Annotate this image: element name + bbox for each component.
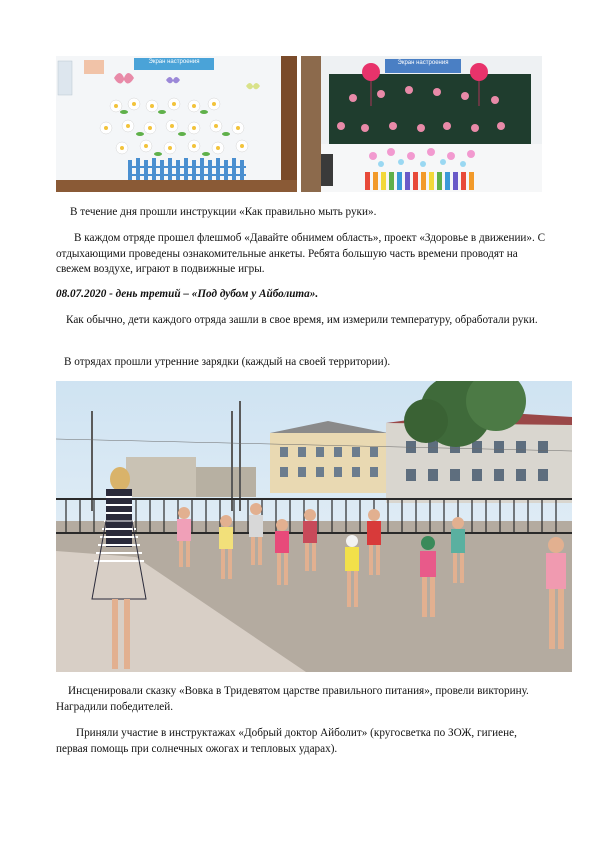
paragraph-exercises: В отрядах прошли утренние зарядки (каждый на своей территории). bbox=[64, 356, 391, 368]
photo-mood-wall bbox=[56, 56, 297, 192]
photo-green-board bbox=[301, 56, 542, 192]
paragraph-instructions: В течение дня прошли инструкции «Как правильно мыть руки». bbox=[70, 206, 377, 218]
banner-text: Экран настроения bbox=[397, 60, 449, 66]
paragraph-flashmob: В каждом отряде прошел флешмоб «Давайте обнимем область», проект «Здоровье в движении». С отдыхающими проведены ознакомительные анкеты. Ребята большую часть времени проводят на свежем воздухе, играют в подвижные игры. bbox=[56, 232, 546, 275]
paragraph-fairytale: Инсценировали сказку «Вовка в Тридевятом царстве правильного питания», провели викторину. Наградили победителей. bbox=[56, 685, 529, 713]
paragraph-arrival: Как обычно, дети каждого отряда зашли в свое время, им измерили температуру, обработали руки. bbox=[66, 314, 538, 326]
paragraph-briefings: Приняли участие в инструктажах «Добрый доктор Айболит» (кругосветка по ЗОЖ, гигиене, первая помощь при солнечных ожогах и тепловых ударах). bbox=[56, 727, 517, 755]
banner-text: Экран настроения bbox=[148, 59, 200, 65]
photo-morning-exercise bbox=[56, 381, 572, 672]
day-heading: 08.07.2020 - день третий – «Под дубом у Айболита». bbox=[56, 288, 319, 300]
